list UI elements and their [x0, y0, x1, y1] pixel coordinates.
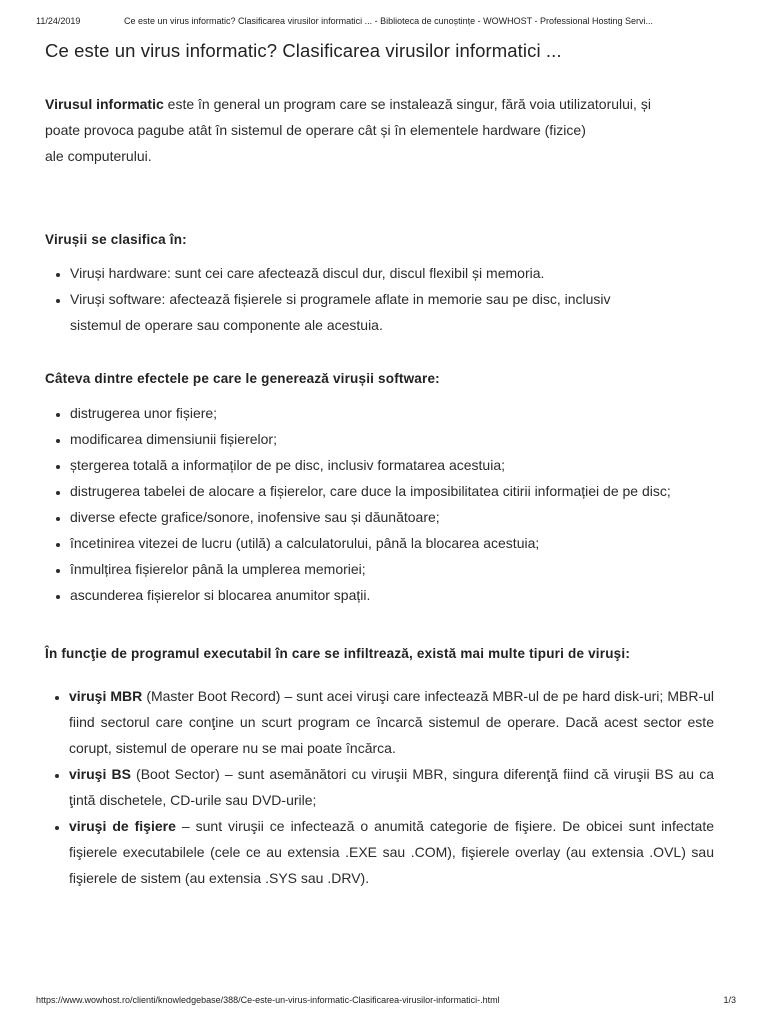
type-text: – sunt viruşii ce infectează o anumită categorie de fişiere. De obicei sunt infectate fişierele executabilele (cele ce au extensia .EXE sau .COM), fişierele overlay (au extensia .OVL) sau fişierele de sistem (au extensia .SYS sau .DRV). — [69, 818, 714, 886]
print-date: 11/24/2019 — [36, 16, 81, 26]
type-text: (Master Boot Record) – sunt acei viruşi care infectează MBR-ul de pe hard disk-uri; MBR-ul fiind sectorul care conţine un scurt program ce încarcă sistemul de operare. Dacă acest sector este corupt, sistemul de operare nu se mai poate încărca. — [69, 688, 714, 756]
list-item — [69, 683, 714, 761]
list-item: • Viruși software: afectează fișierele si programele aflate in memorie sau pe disc, inclusiv sistemul de operare sau componente ale acestuia. — [70, 286, 714, 338]
intro-line-1: este în general un program care se instalează singur, fără voia utilizatorului, și — [163, 96, 651, 112]
list-item: • înmulțirea fișierelor până la umplerea memoriei; — [70, 556, 714, 582]
type-term: viruşi BS — [69, 766, 131, 782]
type-text: (Boot Sector) – sunt asemănători cu viruşii MBR, singura diferenţă fiind că viruşii BS au ca ţintă dischetele, CD-urile sau DVD-urile; — [69, 766, 714, 808]
type-term: viruşi MBR — [69, 688, 143, 704]
intro-bold-term: Virusul informatic — [45, 96, 164, 112]
list-item: • distrugerea unor fișiere; — [70, 400, 714, 426]
list-item: • distrugerea tabelei de alocare a fișierelor, care duce la imposibilitatea citirii informației de pe disc; — [70, 478, 714, 504]
article-title: Ce este un virus informatic? Clasificarea virusilor informatici ... — [45, 40, 562, 61]
list-item: • modificarea dimensiunii fișierelor; — [70, 426, 714, 452]
intro-line-3: ale computerului. — [45, 148, 152, 164]
print-header — [36, 16, 738, 26]
list-item: • ascunderea fișierelor si blocarea anumitor spații. — [70, 582, 714, 608]
print-url: https://www.wowhost.ro/clienti/knowledgebase/388/Ce-este-un-virus-informatic-Clasificarea-virusilor-informatici-.html — [36, 995, 500, 1005]
classification-heading: Virușii se clasifica în: — [45, 232, 187, 247]
print-page-title: Ce este un virus informatic? Clasificarea virusilor informatici ... - Biblioteca de cunoștințe - WOWHOST - Professional Hosting Servi... — [124, 16, 654, 26]
list-item — [69, 761, 714, 813]
intro-paragraph — [45, 91, 714, 169]
print-footer — [36, 995, 736, 1005]
list-item — [69, 813, 714, 891]
types-list — [45, 683, 714, 891]
types-heading: În funcţie de programul executabil în care se infiltrează, există mai multe tipuri de viruşi: — [45, 646, 631, 661]
list-item: • încetinirea vitezei de lucru (utilă) a calculatorului, până la blocarea acestuia; — [70, 530, 714, 556]
list-item: • Viruși hardware: sunt cei care afectează discul dur, discul flexibil și memoria. — [70, 260, 714, 286]
effects-list — [45, 400, 714, 608]
list-item: • ștergerea totală a informaților de pe disc, inclusiv formatarea acestuia; — [70, 452, 714, 478]
intro-line-2: poate provoca pagube atât în sistemul de operare cât și în elementele hardware (fizice) — [45, 122, 586, 138]
effects-heading: Câteva dintre efectele pe care le generează virușii software: — [45, 371, 440, 386]
article — [45, 40, 714, 891]
type-term: viruşi de fişiere — [69, 818, 176, 834]
list-item: • diverse efecte grafice/sonore, inofensive sau și dăunătoare; — [70, 504, 714, 530]
classification-list — [45, 260, 714, 338]
page-number: 1/3 — [723, 995, 736, 1005]
